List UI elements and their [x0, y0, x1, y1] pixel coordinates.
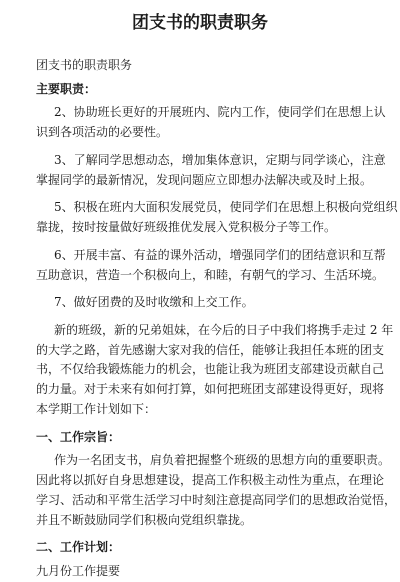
intro-line-1: 新的班级，新的兄弟姐妹，在今后的日子中我们将携手走过 2 年: [54, 322, 394, 337]
section-2-subheading: 九月份工作提要: [36, 564, 121, 578]
duty-6-line-2: 互助意识，营造一个积极向上，和睦，有朝气的学习、生活环境。: [36, 267, 385, 282]
page-title: 团支书的职责职务: [132, 13, 268, 33]
duties-heading: 主要职责：: [36, 81, 97, 96]
section-1-line-1: 作为一名团支书，肩负着把握整个班级的思想方向的重要职责。: [54, 453, 391, 468]
intro-line-4: 的力量。对于未来有如何打算，如何把班团支部建设得更好，现将: [36, 382, 385, 397]
section-1-line-3: 学习、活动和平常生活学习中时刻注意提高同学们的思想政治觉悟，: [36, 492, 397, 507]
section-2-heading: 二、工作计划：: [36, 540, 121, 555]
duty-6-line-1: 6、开展丰富、有益的课外活动，增强同学们的团结意识和互帮: [54, 247, 386, 262]
duty-3-line-1: 3、了解同学思想动态，增加集体意识，定期与同学谈心，注意: [54, 152, 386, 167]
section-1-line-4: 并且不断鼓励同学们积极向党组织靠拢。: [36, 512, 253, 527]
duty-5-line-1: 5、积极在班内大面积发展党员，使同学们在思想上积极向党组织: [54, 200, 398, 215]
duty-3-line-2: 掌握同学的最新情况，发现问题应立即想办法解决或及时上报。: [36, 172, 373, 187]
duty-7: 7、做好团费的及时收缴和上交工作。: [54, 295, 254, 310]
duty-2-line-2: 识到各项活动的必要性。: [36, 125, 169, 140]
section-1-line-2: 因此将以抓好自身思想建设，提高工作积极主动性为重点，在理论: [36, 473, 385, 488]
document-subtitle: 团支书的职责职务: [36, 58, 133, 72]
duty-5-line-2: 靠拢，按时按量做好班级推优发展入党积极分子等工作。: [36, 220, 337, 235]
section-1-heading: 一、工作宗旨：: [36, 429, 121, 444]
intro-line-3: 书，不仅给我锻炼能力的机会，也能让我为班团支部建设贡献自己: [36, 362, 385, 377]
intro-line-2: 的大学之路，首先感谢大家对我的信任，能够让我担任本班的团支: [36, 342, 385, 357]
intro-line-5: 本学期工作计划如下：: [36, 401, 157, 416]
duty-2-line-1: 2、协助班长更好的开展班内、院内工作，使同学们在思想上认: [54, 105, 386, 120]
